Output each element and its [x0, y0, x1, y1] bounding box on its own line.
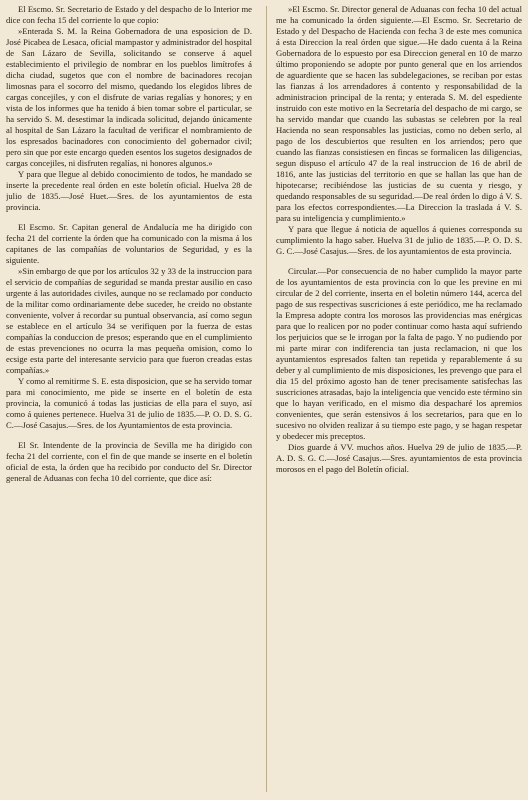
right-column — [276, 4, 522, 796]
captain-general-closing: Y como al remitirme S. E. esta disposicion, que se ha servido tomar para mi conocimiento, me pide se inserte en el boletín de esta provincia, la comunicó á todas las justicias de ella para el suyo, así como á quienes pertenece. Huelva 31 de julio de 1835.—P. O. D. S. G. C.—José Casajus.—Sres. de los Ayuntamientos de esta provincia. — [6, 376, 252, 430]
circular-closing: Dios guarde á VV. muchos años. Huelva 29 de julio de 1835.—P. A. D. S. G. C.—José Casajus.—Sres. ayuntamientos de esta provincia morosos en el pago del Boletín oficial. — [276, 442, 522, 474]
captain-general-intro: El Escmo. Sr. Capitan general de Andalucía me ha dirigido con fecha 21 del corriente la órden que ha comunicado con la misma á los capitanes de las compañías de voluntarios de Seguridad, y es la siguiente. — [6, 222, 252, 265]
customs-order-text: »El Escmo. Sr. Director general de Aduanas con fecha 10 del actual me ha comunicado la órden siguiente.—El Escmo. Sr. Secretario de Estado y del Despacho de Hacienda con fecha 3 de este mes comunica á esta Direccion la real órden que sigue.—He dado cuenta á la Reina Gobernadora de lo espuesto por esa Direccion general en 10 de marzo último proponiendo se adopte por punto general que en los arriendos de aguardiente que se hacen las subdelegaciones, se reciban por estas las fianzas á los arrendadores á contento y responsabilidad de la administracion principal de la renta; y enterada S. M. del espediente instruido con este motivo en la Secretaría del despacho de mi cargo, se ha servido mandar que cuando las subastas se celebren por la real Hacienda no sean responsables las justicias, como no deben serlo, al pago de los descubiertos que resulten en los arriendos; pero que cuando las fianzas consistiesen en fincas se formalicen las diligencias, segun dispuso el artículo 47 de la real instruccion de 16 de abril de 1816, ante las justicias del territorio en que se hallan las que han de hipotecarse; recibiéndose las justicias de su cuenta y riesgo, y quedando responsables de su seguridad.—De real órden lo digo á V. S. para los efectos correspondientes.—La Direccion la traslada á V. S. para su inteligencia y cumplimiento.» — [276, 4, 522, 223]
captain-general-order: »Sin embargo de que por los artículos 32 y 33 de la instruccion para el servicio de compañías de seguridad se manda prestar ausilio en caso urgente á las autoridades civiles, aunque no se reclamado por conducto de la militar como ordinariamente debe suceder, he creido no obstante conveniente, volver á recordar su puntual observancia, así como segun se establece en el artículo 34 se verifiquen por la fuerza de estas compañías la conduccion de presos; esperando que en el cumplimiento de estas prevenciones no ocurra la mas pequeña omision, como lo ecsige esta parte del interesante servicio para que fueron creadas estas compañías.» — [6, 266, 252, 375]
customs-order-closing: Y para que llegue á noticia de aquellos á quienes corresponda su cumplimiento la hago saber. Huelva 31 de julio de 1835.—P. O. D. S. G. C.—José Casajus.—Sres. de los ayuntamientos de esta provincia. — [276, 224, 522, 256]
circular-text: Circular.—Por consecuencia de no haber cumplido la mayor parte de los ayuntamientos de esta provincia con lo que les previne en mi circular de 2 del corriente, inserta en el boletin número 144, acerca del pago de sus respectivas suscriciones á este periódico, me ha reclamado la Empresa adopte contra los morosos las providencias mas enérgicas para que lo realicen por no poder continuar como hasta aquí sufriendo los perjuicios que se le irrogan por la falta de pago. Y no pudiendo por mi parte mirar con indiferencia tan justa reclamacion, ni que los ayuntamientos espresados falten tan repetida y reparablemente á su deber y al cumplimiento de mis disposiciones, les prevengo que para el dia 15 del próximo agosto han de tener precisamente satisfechas las suscriciones atrasadas, bajo la inteligencia que vencido este término sin que lo hayan verificado, en el mismo dia despacharé los apremios convenientes, que serán estensivos á los secretarios, para que en lo sucesivo no olviden realizar á su tiempo este pago, y se hagan respetar y obedecer mis preceptos. — [276, 266, 522, 441]
intendente-intro: El Sr. Intendente de la provincia de Sevilla me ha dirigido con fecha 21 del corriente, con el fin de que mande se inserte en el boletín oficial de esta, la órden que ha recibido por conducto del Sr. Director general de Aduanas con fecha 10 del corriente, que dice así: — [6, 440, 252, 483]
interior-order-intro: El Escmo. Sr. Secretario de Estado y del despacho de lo Interior me dice con fecha 15 del corriente lo que copio: — [6, 4, 252, 25]
interior-order-closing: Y para que llegue al debido conocimiento de todos, he mandado se inserte la precedente real órden en este boletín oficial. Huelva 28 de julio de 1835.—José Huet.—Sres. de los ayuntamientos de esta provincia. — [6, 169, 252, 212]
column-divider — [266, 6, 267, 792]
left-column — [6, 4, 252, 796]
interior-order-text: »Enterada S. M. la Reina Gobernadora de una esposicion de D. José Picabea de Lesaca, oficial mampastor y administrador del hospital de San Lázaro de Sevilla, solicitando se conserve á aquel establecimiento el privilegio de nombrar en los pueblos limítrofes á dicha ciudad, sugetos que con el nombre de bacinadores recojan limosnas para el socorro del mismo, quedando los elegidos libres de cargas concejiles, y con el disfrute de varias regalías y honores; y en vista de los informes que ha tenido á bien tomar sobre el particular, se ha servido S. M. desestimar la indicada solicitud, dejando únicamente al hospital de San Lázaro la facultad de verificar el nombramiento de los espresados bacinadores con conocimiento del gobernador civil; pero sin que por este encargo queden esentos los sugetos designados de cargas concejiles, ni disfruten regalías, ni honores algunos.» — [6, 26, 252, 168]
